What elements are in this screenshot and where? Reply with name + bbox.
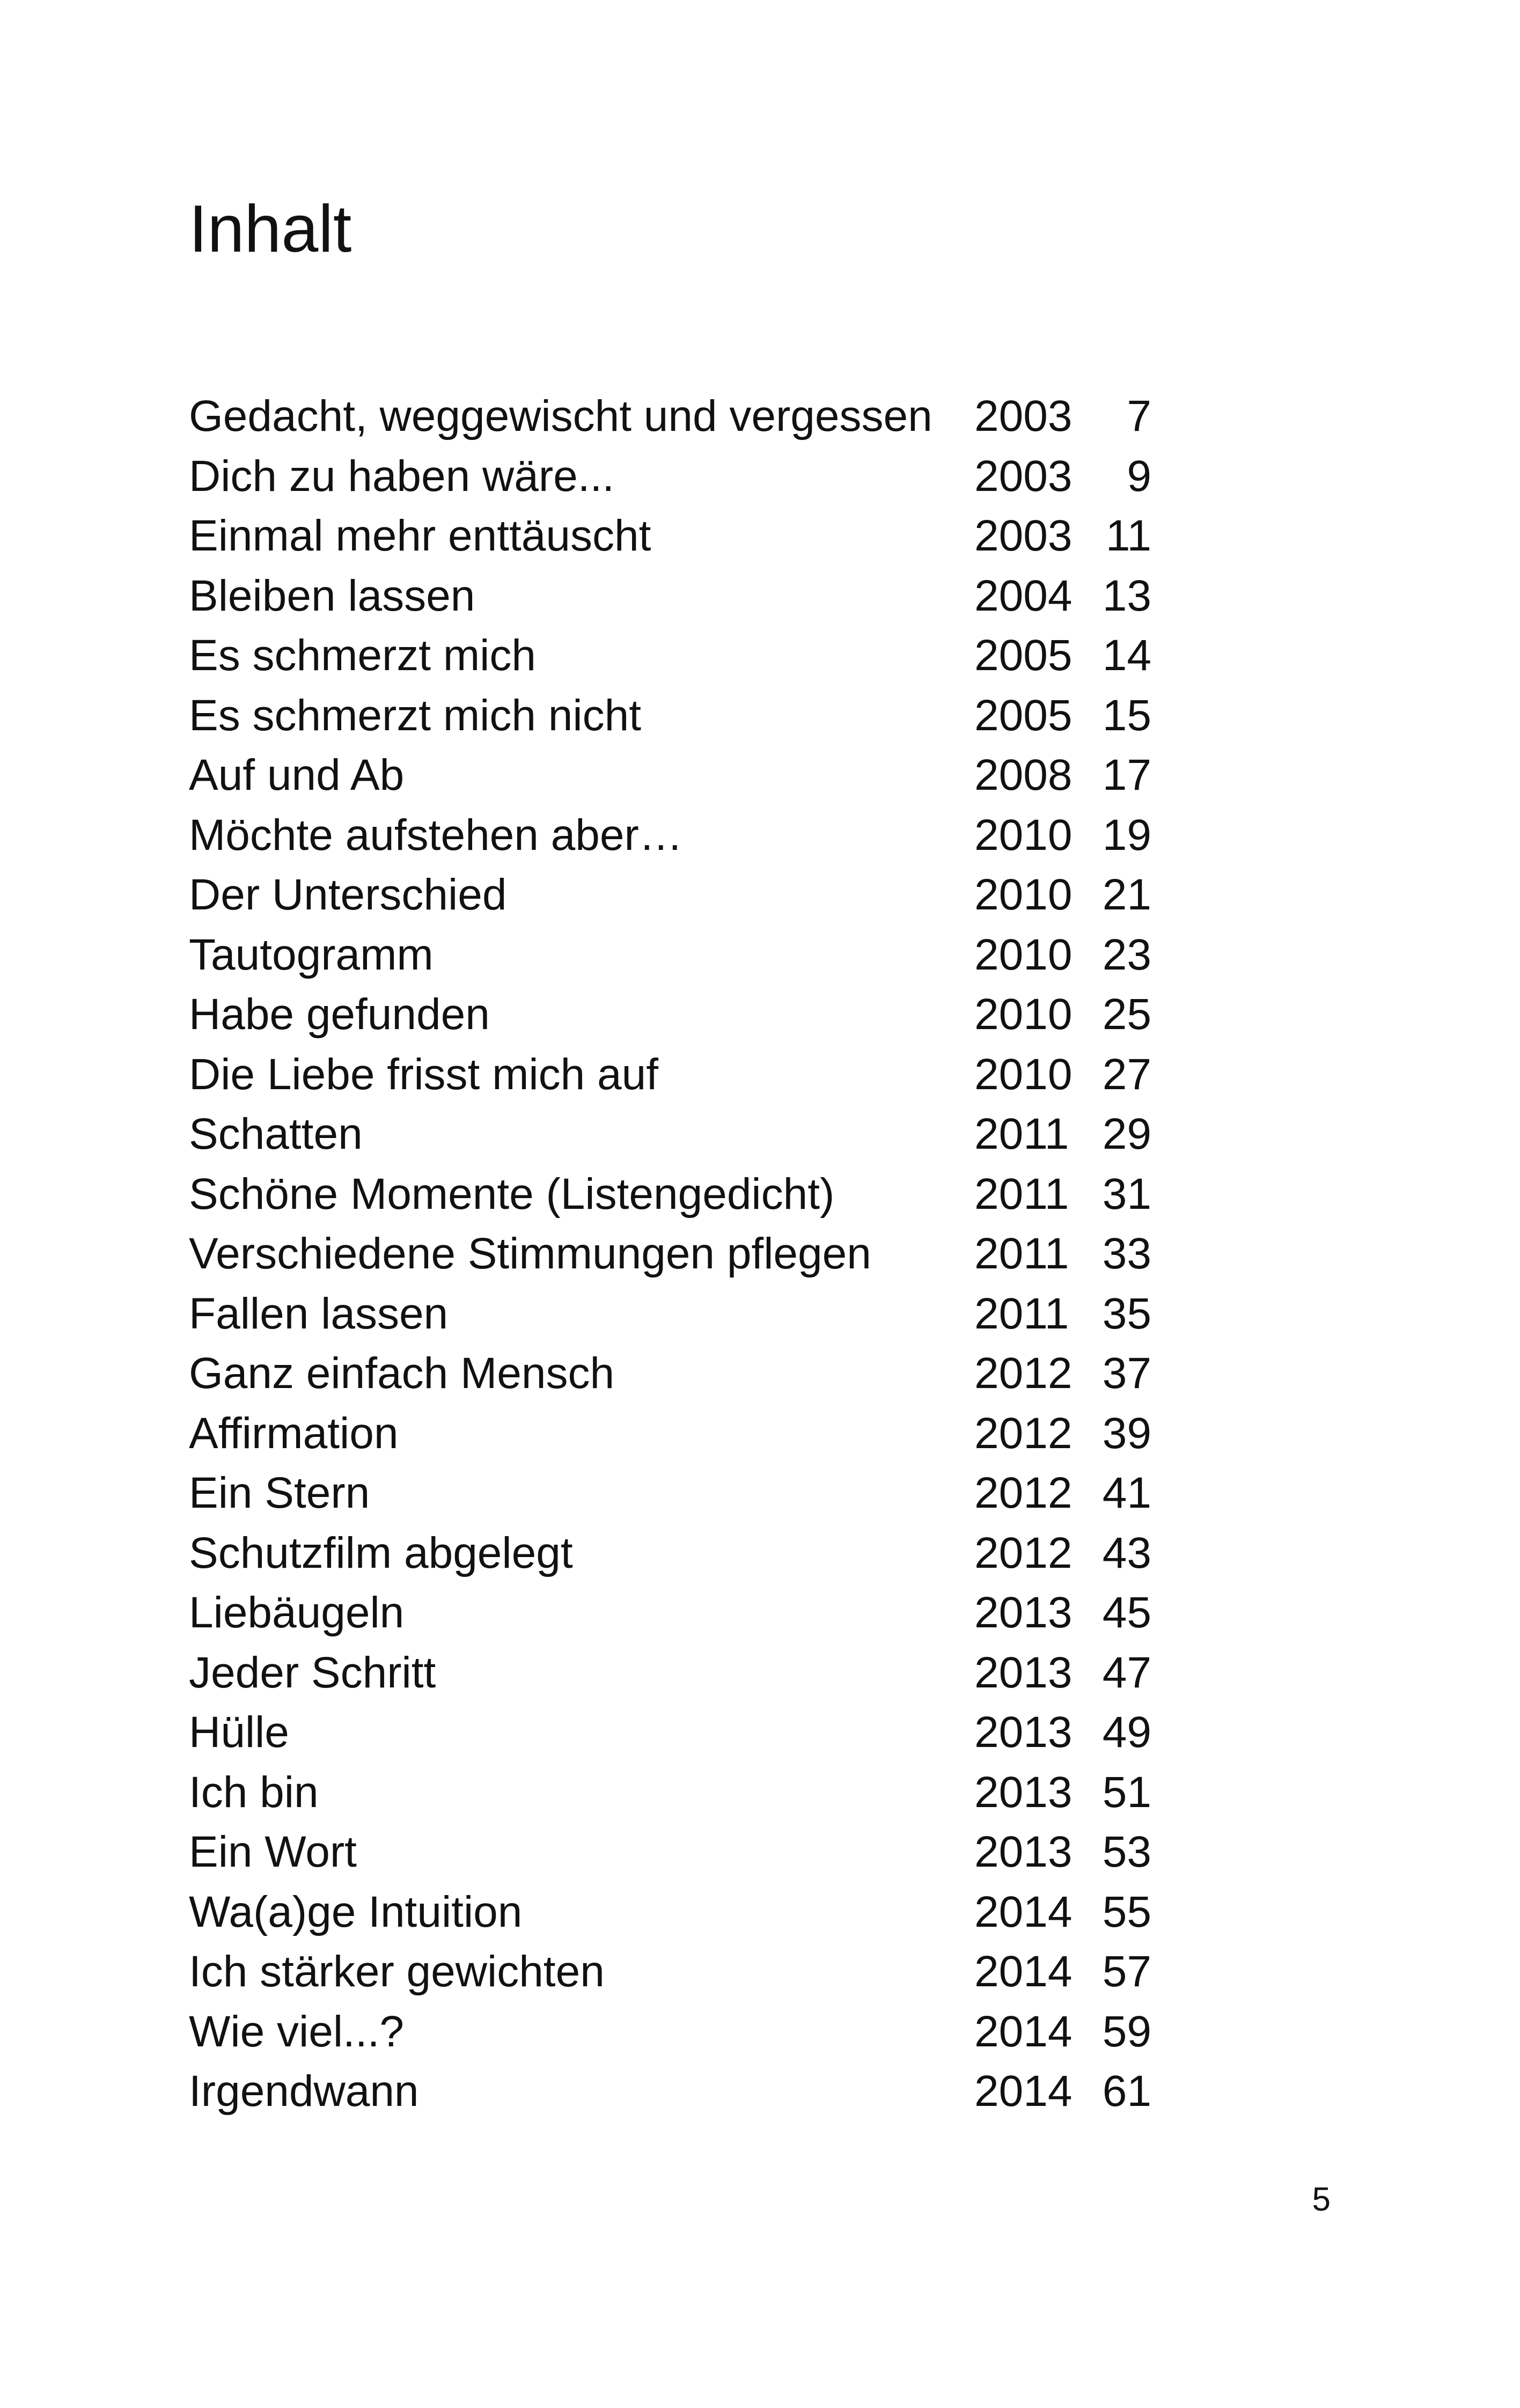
toc-entry — [189, 805, 1262, 865]
toc-entry-page: 23 — [1102, 930, 1151, 979]
toc-entry-page: 15 — [1102, 691, 1151, 740]
toc-entry-year: 2005 — [974, 631, 1073, 680]
toc-entry-title: Dich zu haben wäre... — [189, 451, 615, 501]
toc-entry-year: 2010 — [974, 1049, 1073, 1099]
toc-entry-title: Habe gefunden — [189, 990, 490, 1039]
toc-entry-title: Bleiben lassen — [189, 571, 475, 620]
toc-entry-page: 19 — [1102, 810, 1151, 860]
toc-entry — [189, 1643, 1262, 1703]
toc-entry — [189, 1763, 1262, 1823]
toc-entry-page: 29 — [1102, 1110, 1151, 1158]
toc-entry-year: 2010 — [974, 930, 1073, 979]
toc-entry — [189, 2002, 1262, 2062]
toc-entry-title: Der Unterschied — [189, 870, 507, 919]
toc-entry — [189, 1344, 1262, 1404]
toc-entry — [189, 386, 1262, 446]
toc-entry — [189, 985, 1262, 1045]
toc-entry-year: 2013 — [974, 1588, 1073, 1637]
toc-entry-year: 2014 — [974, 1887, 1073, 1936]
toc-entry-year: 2012 — [974, 1349, 1073, 1398]
toc-entry-year: 2010 — [974, 810, 1073, 860]
toc-entry-year: 2008 — [974, 751, 1073, 799]
toc-entry-year: 2010 — [974, 870, 1073, 919]
toc-entry-title: Auf und Ab — [189, 751, 405, 799]
toc-entry-page: 47 — [1102, 1648, 1151, 1697]
toc-entry-page: 49 — [1102, 1708, 1151, 1757]
toc-entry-page: 37 — [1102, 1349, 1151, 1398]
toc-entry-page: 27 — [1102, 1049, 1151, 1099]
toc-entry-year: 2005 — [974, 691, 1073, 740]
toc-entry-year: 2014 — [974, 1947, 1073, 1996]
toc-entry — [189, 865, 1262, 925]
toc-entry-year: 2014 — [974, 2067, 1073, 2116]
toc-entry-page: 55 — [1102, 1887, 1151, 1936]
toc-entry-title: Schöne Momente (Listengedicht) — [189, 1169, 835, 1218]
toc-entry — [189, 1822, 1262, 1882]
toc-entry — [189, 1404, 1262, 1464]
toc-entry-title: Ich bin — [189, 1767, 319, 1817]
toc-entry-title: Es schmerzt mich nicht — [189, 691, 641, 740]
toc-entry-page: 9 — [1127, 451, 1151, 501]
toc-entry-title: Gedacht, weggewischt und vergessen — [189, 392, 932, 441]
toc-entry-page: 61 — [1102, 2067, 1151, 2116]
toc-entry-year: 2010 — [974, 990, 1073, 1039]
toc-entry — [189, 1164, 1262, 1224]
toc-entry-page: 33 — [1102, 1229, 1151, 1278]
toc-entry-year: 2003 — [974, 511, 1073, 560]
toc-entry — [189, 446, 1262, 506]
toc-entry-year: 2014 — [974, 2007, 1073, 2056]
toc-entry-year: 2003 — [974, 392, 1073, 441]
toc-entry — [189, 1104, 1262, 1164]
page-title: Inhalt — [189, 192, 352, 266]
toc-entry-title: Schatten — [189, 1110, 363, 1158]
toc-entry-page: 35 — [1102, 1289, 1151, 1338]
toc-entry-page: 53 — [1102, 1827, 1151, 1876]
toc-entry — [189, 1045, 1262, 1105]
table-of-contents — [189, 386, 1262, 2121]
toc-entry — [189, 2061, 1262, 2121]
toc-entry-title: Möchte aufstehen aber… — [189, 810, 683, 860]
toc-entry — [189, 506, 1262, 566]
page-number: 5 — [1312, 2181, 1331, 2218]
toc-entry — [189, 566, 1262, 626]
toc-entry-page: 25 — [1102, 990, 1151, 1039]
toc-entry-title: Ganz einfach Mensch — [189, 1349, 615, 1398]
toc-entry-page: 14 — [1102, 631, 1151, 680]
toc-entry-title: Ein Stern — [189, 1469, 370, 1517]
toc-entry — [189, 1284, 1262, 1344]
toc-entry — [189, 1523, 1262, 1583]
toc-entry-page: 45 — [1102, 1588, 1151, 1637]
toc-entry-title: Schutzfilm abgelegt — [189, 1528, 573, 1577]
toc-entry-page: 31 — [1102, 1169, 1151, 1218]
toc-entry-title: Wie viel...? — [189, 2007, 404, 2056]
toc-entry-title: Verschiedene Stimmungen pflegen — [189, 1229, 871, 1278]
toc-entry — [189, 1224, 1262, 1284]
toc-entry-page: 51 — [1102, 1767, 1151, 1817]
toc-entry-year: 2013 — [974, 1767, 1073, 1817]
toc-entry — [189, 925, 1262, 985]
toc-entry-title: Fallen lassen — [189, 1289, 449, 1338]
toc-entry-title: Liebäugeln — [189, 1588, 405, 1637]
toc-entry — [189, 626, 1262, 686]
toc-entry-page: 41 — [1102, 1469, 1151, 1517]
toc-entry-title: Wa(a)ge Intuition — [189, 1887, 523, 1936]
toc-entry — [189, 1882, 1262, 1942]
toc-entry-page: 7 — [1127, 392, 1151, 441]
toc-entry-year: 2013 — [974, 1827, 1073, 1876]
toc-entry-title: Die Liebe frisst mich auf — [189, 1049, 659, 1099]
toc-entry-page: 43 — [1102, 1528, 1151, 1577]
toc-entry-year: 2012 — [974, 1408, 1073, 1458]
toc-entry — [189, 1463, 1262, 1523]
toc-entry-year: 2012 — [974, 1469, 1073, 1517]
toc-entry — [189, 745, 1262, 805]
toc-entry — [189, 1942, 1262, 2002]
toc-entry-page: 21 — [1102, 870, 1151, 919]
toc-entry-year: 2004 — [974, 571, 1073, 620]
toc-entry-page: 13 — [1102, 571, 1151, 620]
toc-entry-page: 39 — [1102, 1408, 1151, 1458]
toc-entry-year: 2003 — [974, 451, 1073, 501]
toc-entry-year: 2011 — [974, 1229, 1069, 1278]
toc-entry-title: Affirmation — [189, 1408, 399, 1458]
toc-entry — [189, 1583, 1262, 1643]
toc-entry — [189, 1702, 1262, 1763]
toc-entry-page: 17 — [1102, 751, 1151, 799]
toc-entry-year: 2011 — [974, 1110, 1069, 1158]
toc-entry-title: Ich stärker gewichten — [189, 1947, 605, 1996]
toc-entry-year: 2011 — [974, 1289, 1069, 1338]
toc-entry-title: Jeder Schritt — [189, 1648, 436, 1697]
toc-entry-page: 59 — [1102, 2007, 1151, 2056]
toc-entry-year: 2013 — [974, 1708, 1073, 1757]
toc-entry-year: 2012 — [974, 1528, 1073, 1577]
toc-entry — [189, 686, 1262, 746]
toc-entry-title: Es schmerzt mich — [189, 631, 536, 680]
toc-entry-title: Tautogramm — [189, 930, 434, 979]
toc-entry-year: 2011 — [974, 1169, 1069, 1218]
toc-entry-page: 57 — [1102, 1947, 1151, 1996]
toc-entry-title: Ein Wort — [189, 1827, 357, 1876]
toc-entry-title: Irgendwann — [189, 2067, 419, 2116]
toc-entry-title: Hülle — [189, 1708, 289, 1757]
toc-entry-year: 2013 — [974, 1648, 1073, 1697]
toc-entry-page: 11 — [1105, 511, 1151, 560]
toc-entry-title: Einmal mehr enttäuscht — [189, 511, 651, 560]
